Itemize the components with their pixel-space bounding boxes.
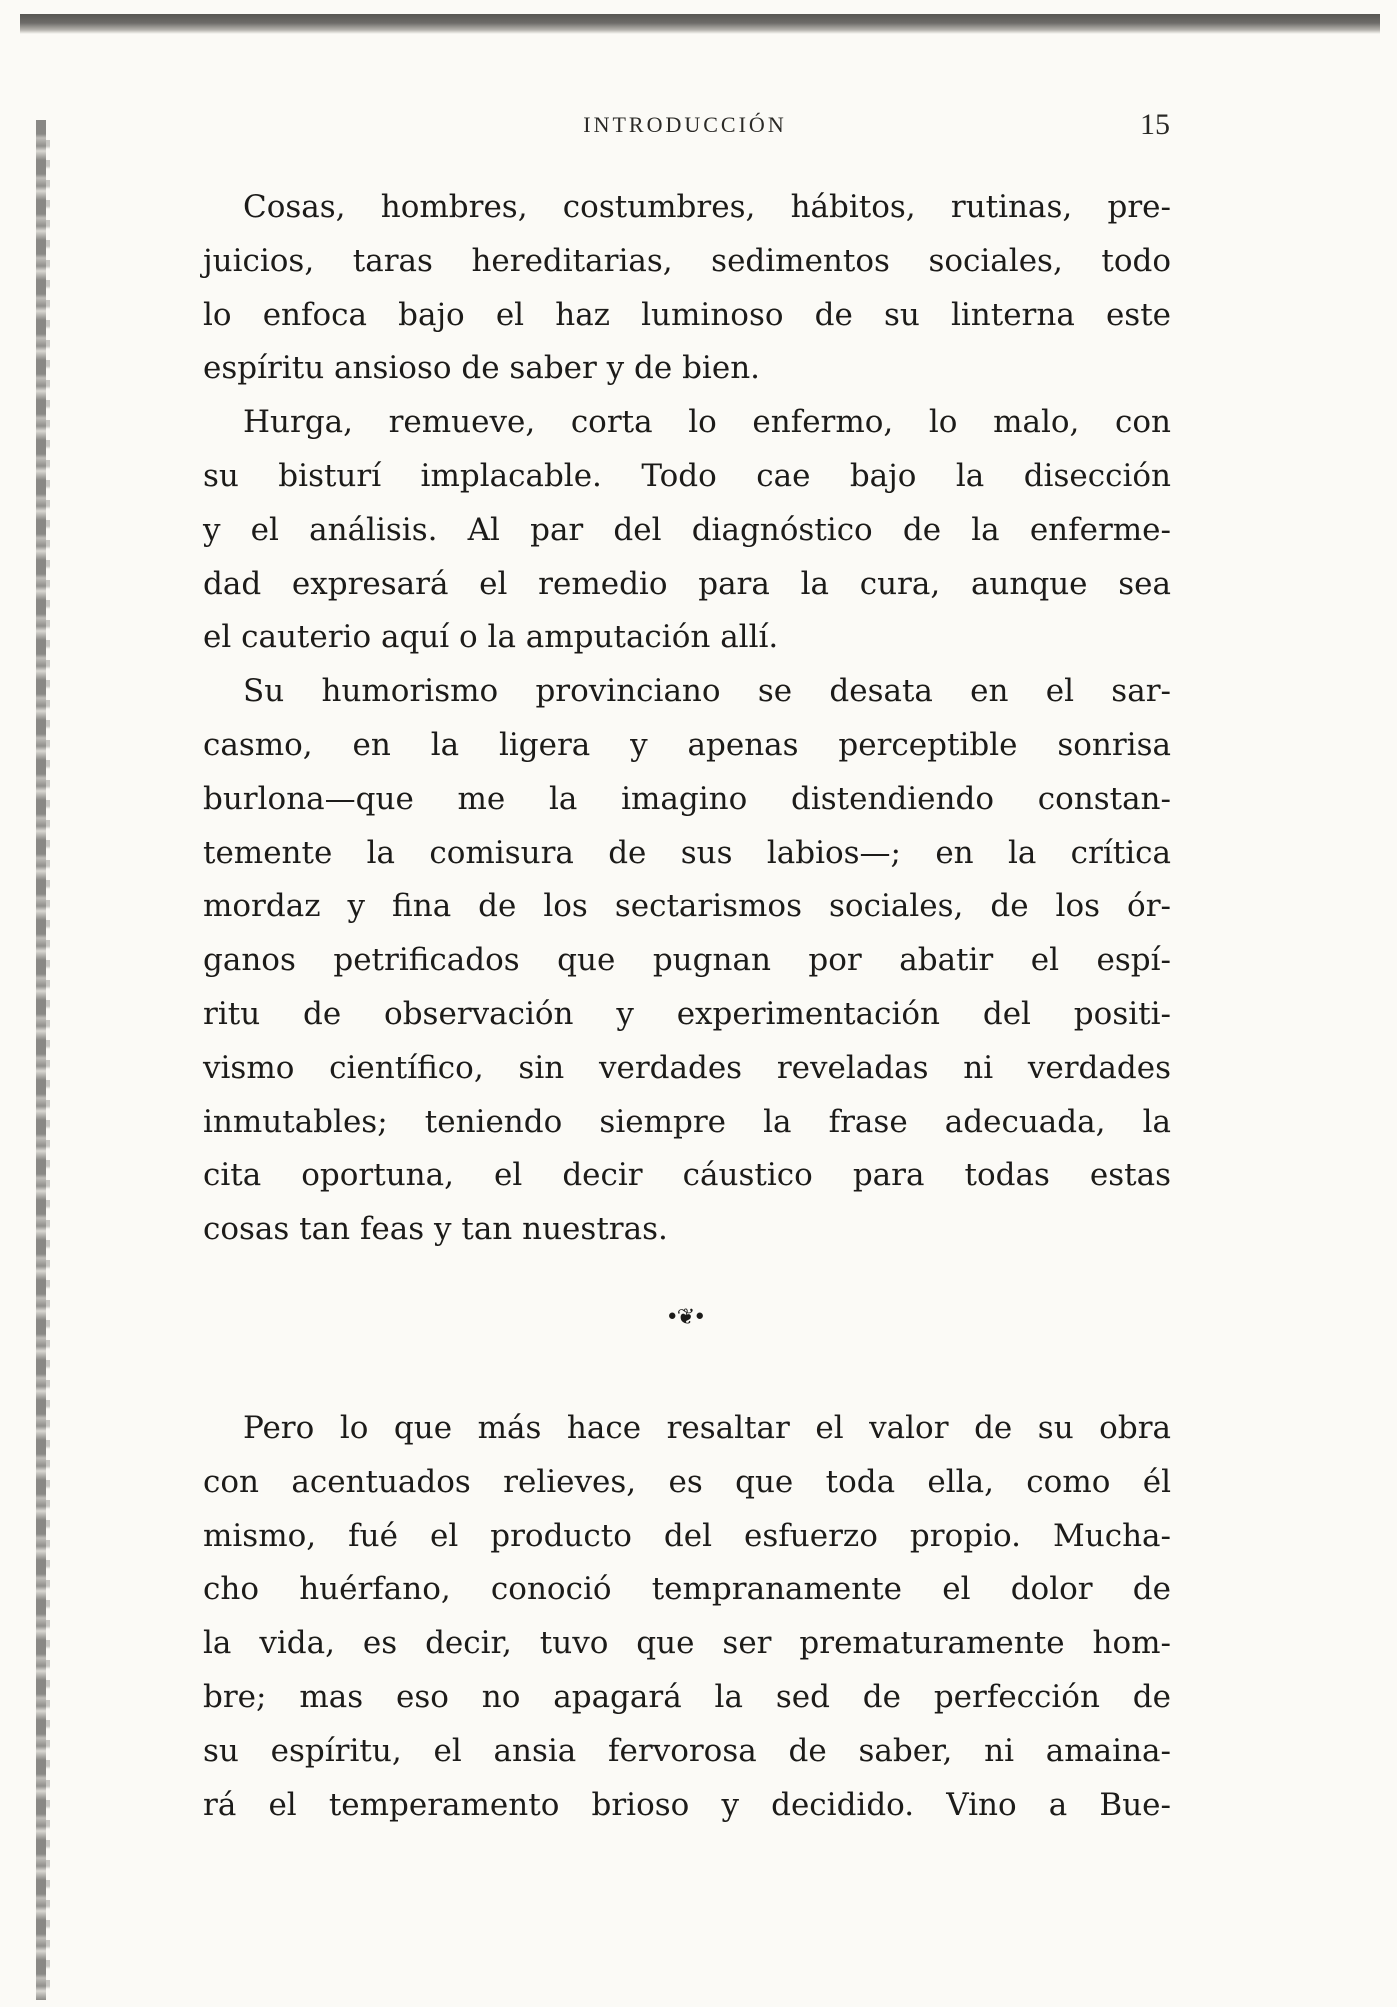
text-line: mismo, fué el producto del esfuerzo propio. Mucha- <box>203 1517 1171 1554</box>
paragraph-1 <box>203 181 1171 396</box>
text-line: dad expresará el remedio para la cura, aunque sea <box>203 565 1171 602</box>
paragraph-3 <box>203 665 1171 1257</box>
section-ornament: •❦• <box>665 1305 705 1330</box>
text-line: y el análisis. Al par del diagnóstico de la enferme- <box>203 511 1171 548</box>
paragraph-2 <box>203 396 1171 665</box>
text-line: mordaz y fina de los sectarismos sociales, de los ór- <box>203 888 1171 925</box>
scan-gutter-edge <box>36 120 46 2000</box>
text-block-upper <box>203 181 1171 1257</box>
text-line: su bisturí implacable. Todo cae bajo la disección <box>203 457 1171 494</box>
text-line: el cauterio aquí o la amputación allí. <box>203 619 779 656</box>
text-line: lo enfoca bajo el haz luminoso de su linterna este <box>203 296 1171 333</box>
text-line: su espíritu, el ansia fervorosa de saber, ni amaina- <box>203 1732 1171 1769</box>
scan-gutter-shadow <box>46 140 50 2000</box>
text-line: Su humorismo provinciano se desata en el sar- <box>243 673 1171 710</box>
text-line: ritu de observación y experimentación del positi- <box>203 995 1171 1032</box>
text-line: burlona—que me la imagino distendiendo constan- <box>203 780 1171 817</box>
text-line: bre; mas eso no apagará la sed de perfección de <box>203 1678 1171 1715</box>
scan-top-edge <box>20 14 1380 34</box>
text-line: cho huérfano, conoció tempranamente el dolor de <box>203 1571 1171 1608</box>
text-line: vismo científico, sin verdades reveladas ni verdades <box>203 1049 1171 1086</box>
text-line: la vida, es decir, tuvo que ser prematuramente hom- <box>203 1625 1171 1662</box>
text-line: juicios, taras hereditarias, sedimentos sociales, todo <box>203 242 1171 279</box>
text-line: Cosas, hombres, costumbres, hábitos, rutinas, pre- <box>243 189 1171 225</box>
text-block-lower <box>203 1402 1171 1832</box>
text-line: casmo, en la ligera y apenas perceptible sonrisa <box>203 726 1171 763</box>
text-line: cosas tan feas y tan nuestras. <box>203 1211 668 1248</box>
text-line: inmutables; teniendo siempre la frase adecuada, la <box>203 1103 1171 1140</box>
text-line: temente la comisura de sus labios—; en la crítica <box>203 834 1171 871</box>
text-line: espíritu ansioso de saber y de bien. <box>203 350 761 387</box>
running-head <box>200 108 1170 152</box>
page-number: 15 <box>1140 108 1170 141</box>
text-line: cita oportuna, el decir cáustico para todas estas <box>203 1157 1171 1194</box>
text-line: ganos petrificados que pugnan por abatir el espí- <box>203 942 1171 979</box>
text-line: rá el temperamento brioso y decidido. Vino a Bue- <box>203 1786 1171 1823</box>
paragraph-4 <box>203 1402 1171 1832</box>
text-line: Pero lo que más hace resaltar el valor de su obra <box>243 1410 1171 1446</box>
running-title: INTRODUCCIÓN <box>583 112 787 137</box>
text-line: con acentuados relieves, es que toda ella, como él <box>203 1463 1171 1500</box>
text-line: Hurga, remueve, corta lo enfermo, lo malo, con <box>243 404 1171 441</box>
